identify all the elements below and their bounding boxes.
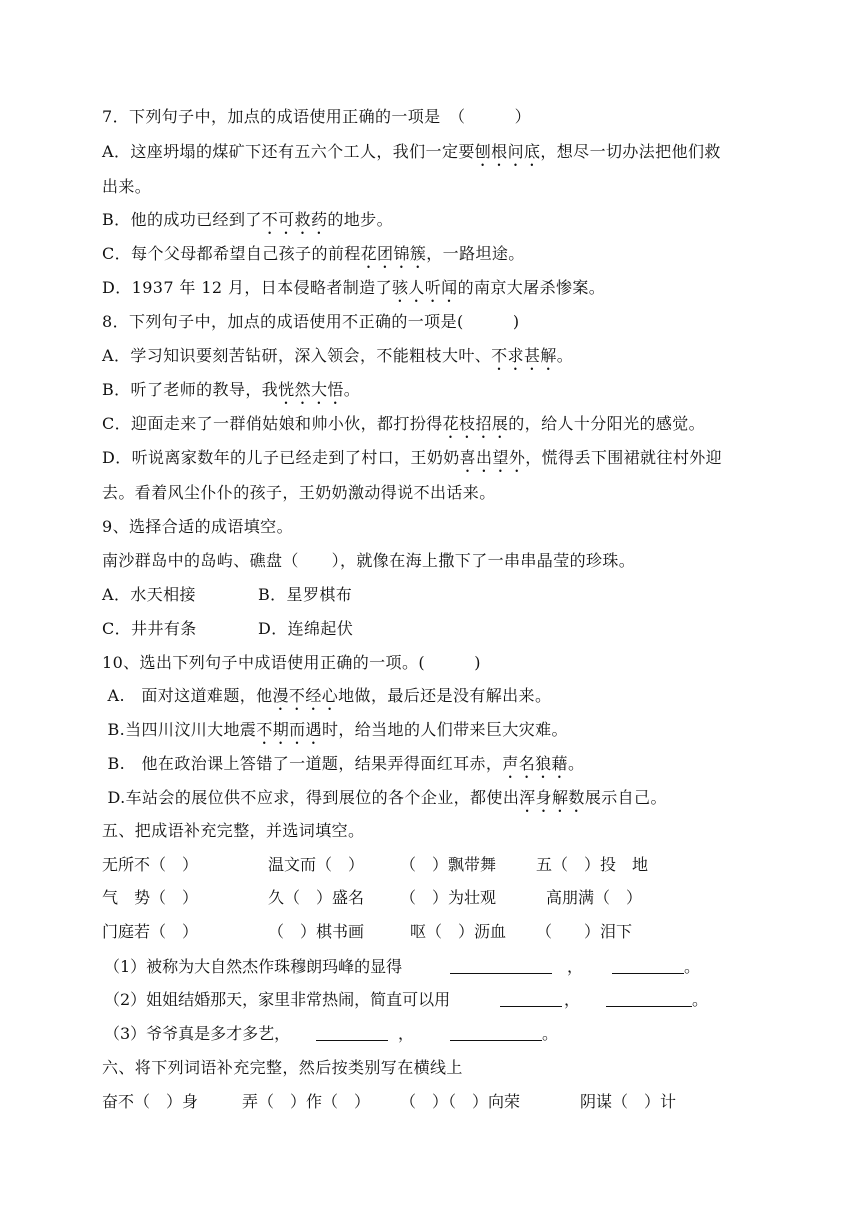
emphasized-idiom: 花团锦簇 — [360, 244, 427, 263]
section-5-title: 五、把成语补充完整，并选词填空。 — [102, 821, 365, 840]
idiom-fill-item: （ ）（ ）向荣 — [400, 1092, 521, 1111]
emphasized-idiom: 花枝招展 — [442, 414, 509, 433]
idiom-fill-item: 呕（ ）沥血 — [410, 922, 507, 941]
idiom-fill-item: （ ）为壮观 — [400, 888, 497, 907]
period: 。 — [684, 957, 701, 976]
emphasized-idiom: 骇人听闻 — [391, 278, 458, 297]
answer-blank[interactable] — [500, 1006, 562, 1007]
comma: ， — [564, 990, 581, 1009]
q8-option-d: D．听说离家数年的儿子已经走到了村口，王奶奶喜出望外，慌得丢下围裙就往村外迎 — [102, 448, 723, 467]
emphasized-idiom: 不可救药 — [261, 210, 328, 229]
q8-option-a: A．学习知识要刻苦钻研，深入领会，不能粗枝大叶、不求甚解。 — [102, 346, 574, 365]
answer-blank[interactable] — [450, 1040, 542, 1041]
q10-option-b: B.当四川汶川大地震不期而遇时，给当地的人们带来巨大灾难。 — [102, 720, 568, 739]
q7-stem: 7．下列句子中，加点的成语使用正确的一项是 （ ） — [102, 107, 531, 126]
emphasized-idiom: 声名狼藉 — [502, 754, 568, 773]
q9-option-b: B．星罗棋布 — [258, 585, 353, 604]
idiom-fill-item: 气 势（ ） — [102, 888, 199, 907]
q10-option-a: A. 面对这道难题，他漫不经心地做，最后还是没有解出来。 — [102, 686, 552, 705]
emphasized-idiom: 不期而遇 — [256, 720, 322, 739]
q10-stem: 10、选出下列句子中成语使用正确的一项。( ) — [102, 653, 481, 672]
idiom-fill-item: 五（ ）投 地 — [536, 855, 649, 874]
section-6-title: 六、将下列词语补充完整，然后按类别写在横线上 — [102, 1058, 463, 1077]
q9-option-a: A．水天相接 — [102, 585, 196, 604]
q7-option-c: C．每个父母都希望自己孩子的前程花团锦簇，一路坦途。 — [102, 244, 525, 263]
idiom-fill-item: （ ）飘带舞 — [400, 855, 497, 874]
q8-option-d-continued: 去。看着风尘仆仆的孩子，王奶奶激动得说不出话来。 — [102, 483, 496, 502]
q7-option-b: B．他的成功已经到了不可救药的地步。 — [102, 210, 393, 229]
q9-stem: 9、选择合适的成语填空。 — [102, 517, 293, 536]
idiom-fill-item: 门庭若（ ） — [102, 922, 199, 941]
idiom-fill-item: 高朋满（ ） — [546, 888, 643, 907]
fill-sentence-3: （3）爷爷真是多才多艺， — [104, 1024, 291, 1043]
emphasized-idiom: 喜出望外 — [459, 448, 526, 467]
answer-blank[interactable] — [316, 1040, 388, 1041]
idiom-fill-item: 无所不（ ） — [102, 855, 199, 874]
idiom-fill-item: 温文而（ ） — [268, 855, 365, 874]
q7-option-d: D．1937 年 12 月，日本侵略者制造了骇人听闻的南京大屠杀惨案。 — [102, 278, 606, 297]
q9-sentence: 南沙群岛中的岛屿、礁盘（ ），就像在海上撒下了一串串晶莹的珍珠。 — [102, 551, 636, 570]
comma: ， — [398, 1024, 415, 1043]
idiom-fill-item: 奋不（ ）身 — [102, 1092, 199, 1111]
idiom-fill-item: 久（ ）盛名 — [268, 888, 365, 907]
fill-sentence-1: （1）被称为大自然杰作珠穆朗玛峰的显得 — [104, 957, 403, 976]
idiom-fill-item: （ ）泪下 — [536, 922, 633, 941]
answer-blank[interactable] — [606, 1006, 692, 1007]
fill-sentence-2: （2）姐姐结婚那天，家里非常热闹，简直可以用 — [104, 990, 451, 1009]
comma: ， — [567, 957, 584, 976]
period: 。 — [542, 1024, 559, 1043]
q8-stem: 8．下列句子中，加点的成语使用不正确的一项是( ) — [102, 312, 520, 331]
answer-blank[interactable] — [450, 973, 552, 974]
answer-blank[interactable] — [612, 973, 684, 974]
q7-option-a: A．这座坍塌的煤矿下还有五六个工人，我们一定要刨根问底，想尽一切办法把他们救 — [102, 142, 721, 161]
q8-option-b: B．听了老师的教导，我恍然大悟。 — [102, 380, 361, 399]
emphasized-idiom: 漫不经心 — [272, 686, 339, 705]
q8-option-c: C．迎面走来了一群俏姑娘和帅小伙，都打扮得花枝招展的，给人十分阳光的感觉。 — [102, 414, 706, 433]
emphasized-idiom: 不求甚解 — [491, 346, 557, 365]
idiom-fill-item: （ ）棋书画 — [268, 922, 365, 941]
q10-option-d: D.车站会的展位供不应求，得到展位的各个企业，都使出浑身解数展示自己。 — [102, 788, 667, 807]
q10-option-c: B. 他在政治课上答错了一道题，结果弄得面红耳赤，声名狼藉。 — [102, 754, 585, 773]
q7-option-a-continued: 出来。 — [102, 177, 152, 196]
idiom-fill-item: 阴谋（ ）计 — [580, 1092, 677, 1111]
emphasized-idiom: 恍然大悟 — [278, 380, 344, 399]
emphasized-idiom: 浑身解数 — [519, 788, 585, 807]
period: 。 — [692, 990, 709, 1009]
idiom-fill-item: 弄（ ）作（ ） — [242, 1092, 371, 1111]
q9-option-c: C．井井有条 — [102, 619, 197, 638]
emphasized-idiom: 刨根问底 — [474, 142, 541, 161]
q9-option-d: D．连绵起伏 — [258, 619, 354, 638]
